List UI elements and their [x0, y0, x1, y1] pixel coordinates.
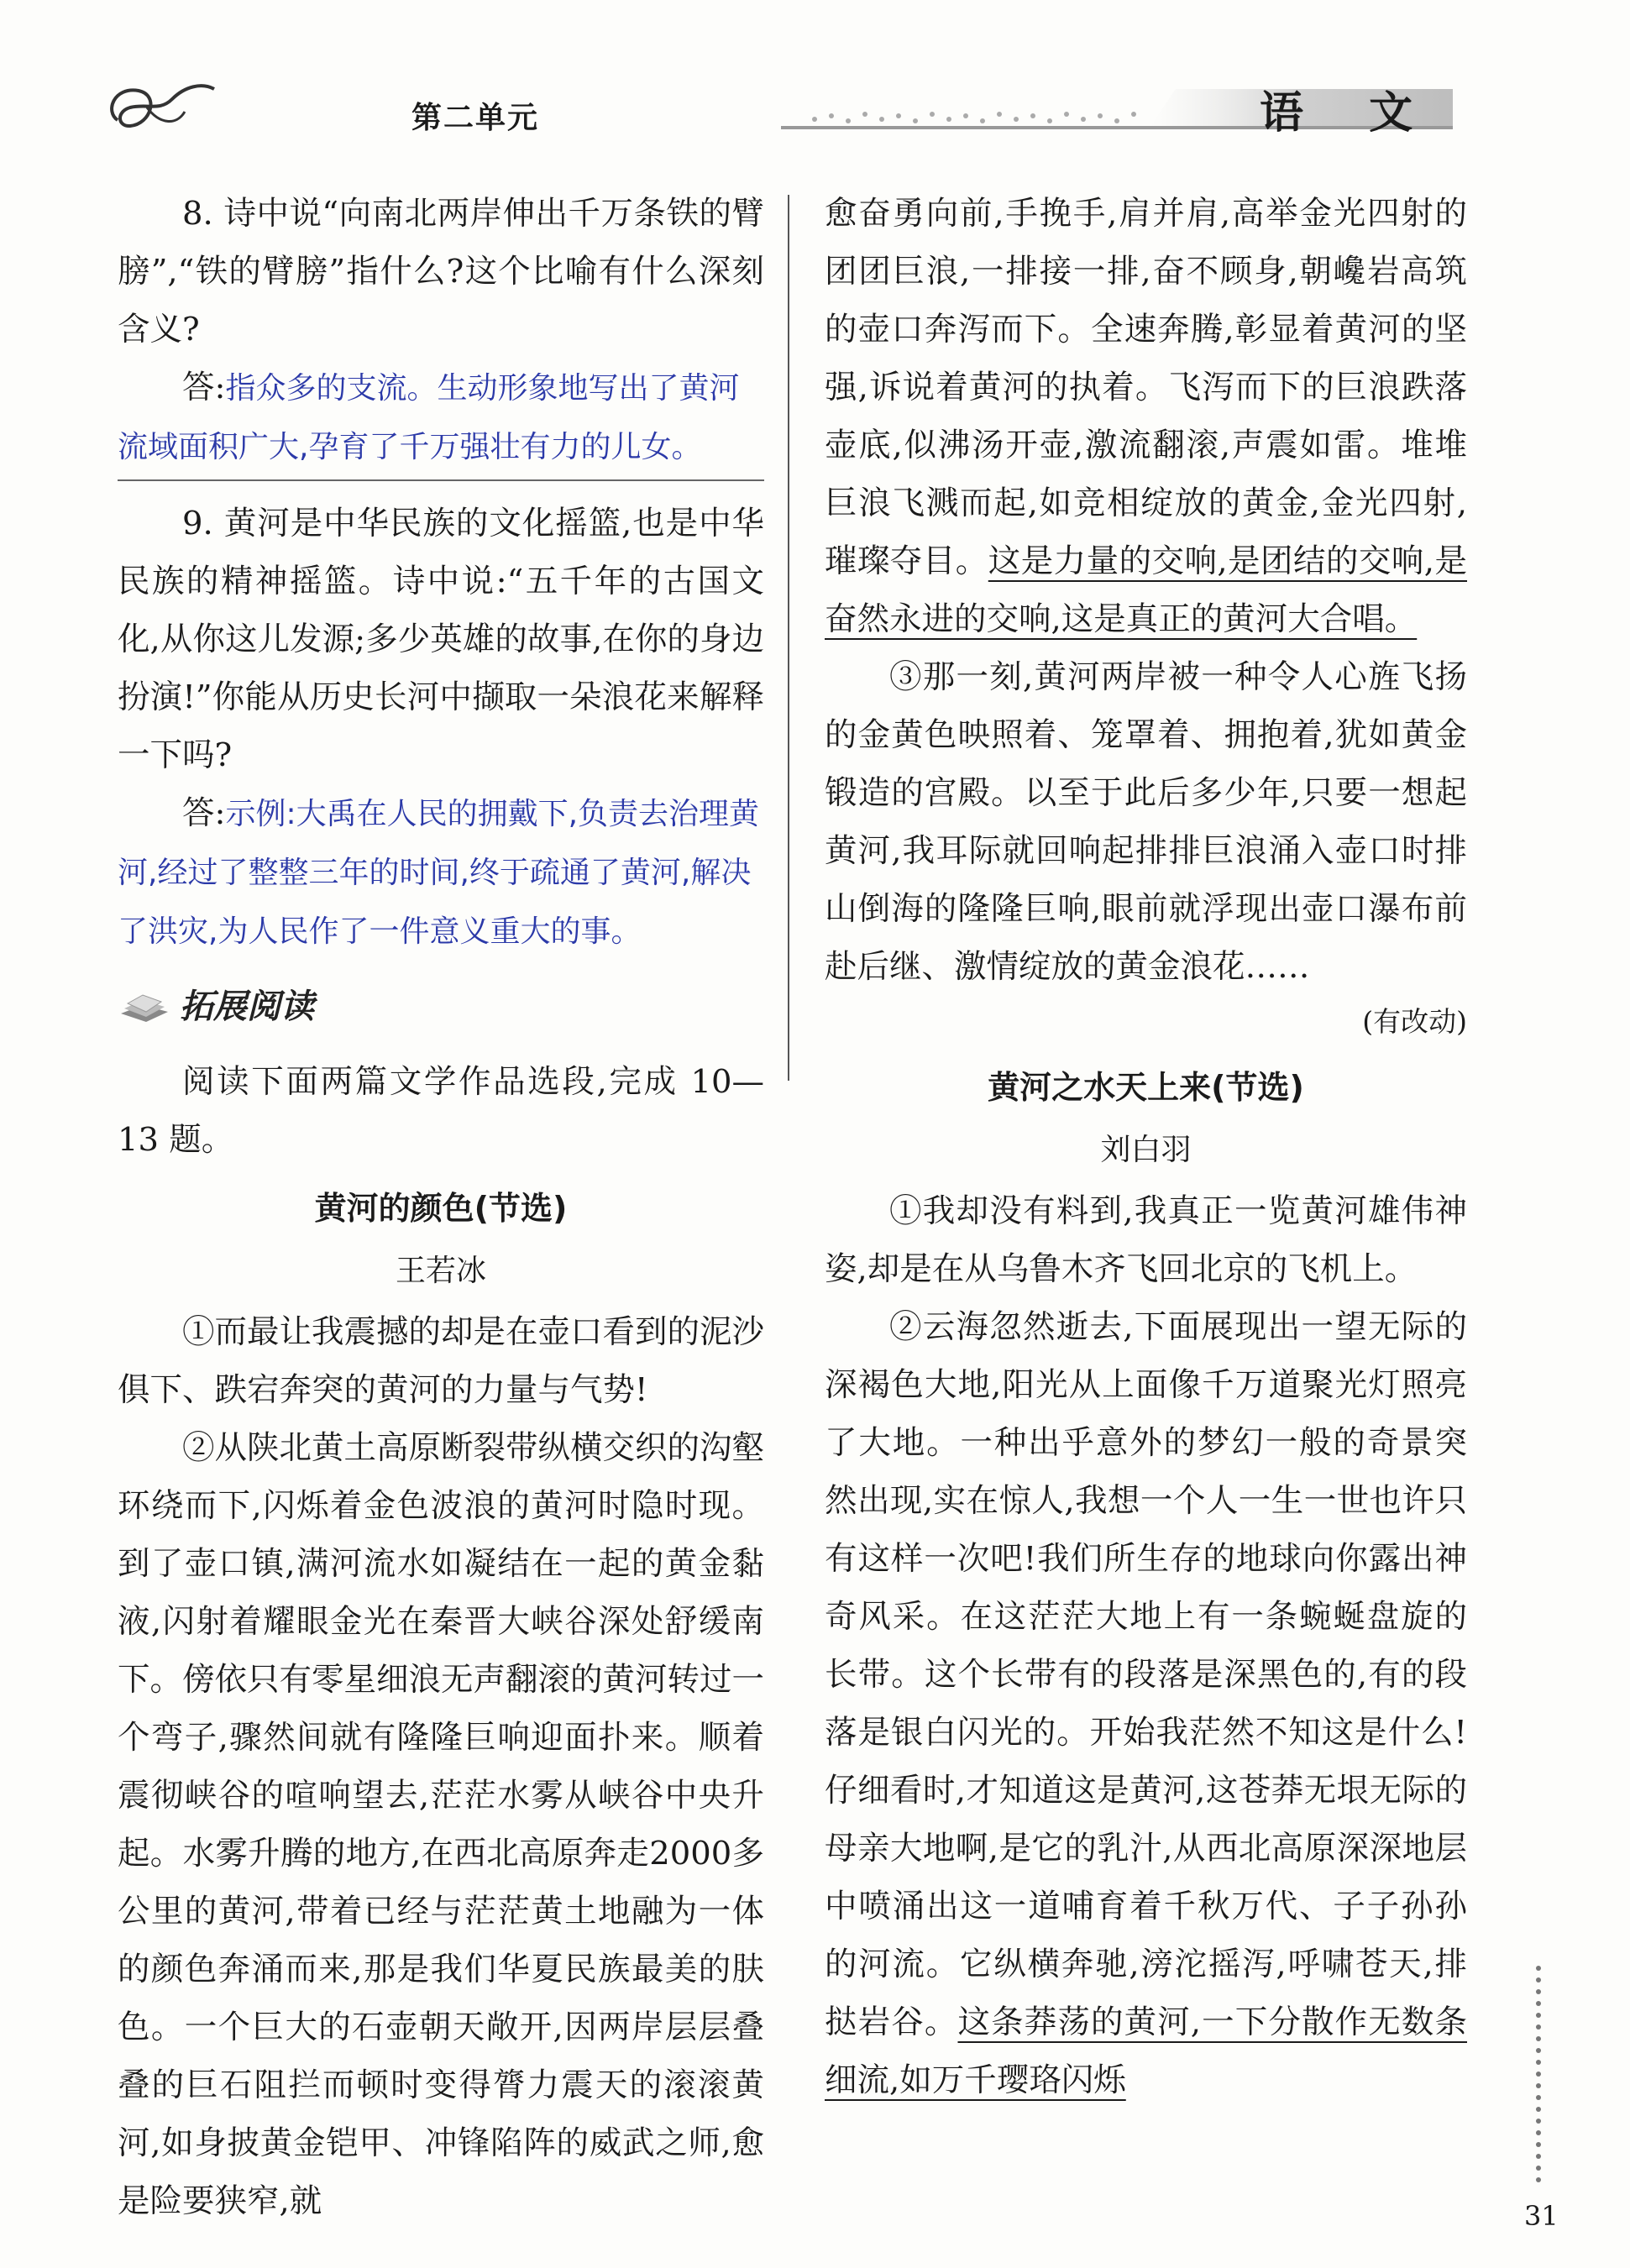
section-title: 拓展阅读 [180, 987, 314, 1026]
right-column [825, 185, 1467, 2109]
article2-para2 [825, 1298, 1467, 2109]
article1-continuation [825, 185, 1467, 648]
answer-9-text: 示例:大禹在人民的拥戴下,负责去治理黄河,经过了整整三年的时间,终于疏通了黄河,解决了洪灾,为人民作了一件意义重大的事。 [118, 797, 760, 949]
left-column [118, 185, 764, 2230]
question-9: 9. 黄河是中华民族的文化摇篮,也是中华民族的精神摇篮。诗中说:“五千年的古国文化,从你这儿发源;多少英雄的故事,在你的身边扮演!”你能从历史长河中撷取一朵浪花来解释一下吗? [118, 505, 764, 774]
answer-8-rules [118, 476, 764, 495]
subject-title: 语 文 [1260, 88, 1439, 139]
section-heading [118, 966, 764, 1041]
page-number: 31 [1524, 2200, 1559, 2232]
underlined-sentence: 这是力量的交响,是团结的交响,是奋然永进的交响,这是真正的黄河大合唱。 [825, 542, 1467, 638]
unit-title: 第二单元 [411, 101, 540, 135]
answer-9-label: 答: [182, 794, 226, 832]
article1-para1: ①而最让我震撼的却是在壶口看到的泥沙俱下、跌宕奔突的黄河的力量与气势! [118, 1313, 765, 1409]
article2-author: 刘白羽 [1100, 1133, 1192, 1167]
article1-para3: ③那一刻,黄河两岸被一种令人心旌飞扬的金黄色映照着、笼罩着、拥抱着,犹如黄金锻造的宫殿。以至于此后多少年,只要一想起黄河,我耳际就回响起排排巨浪涌入壶口时排山倒海的隆隆巨响,眼前就浮现出壶口瀑布前赴后继、激情绽放的黄金浪花…… [825, 658, 1467, 986]
article1-title: 黄河的颜色(节选) [314, 1190, 568, 1227]
source-note: (有改动) [1362, 1005, 1467, 1038]
question-8: 8. 诗中说“向南北两岸伸出千万条铁的臂膀”,“铁的臂膀”指什么?这个比喻有什么深刻含义? [118, 195, 764, 348]
book-icon [118, 980, 171, 1027]
reading-instruction: 阅读下面两篇文学作品选段,完成 10—13 题。 [118, 1063, 764, 1159]
article2-title: 黄河之水天上来(节选) [988, 1069, 1304, 1106]
underlined-phrase: 这条莽荡的黄河,一下分散作无数条细流,如万千璎珞闪烁 [825, 2003, 1467, 2099]
answer-8-label: 答: [182, 369, 226, 406]
decorative-dots [1535, 1965, 1542, 2183]
article2-para2-text: ②云海忽然逝去,下面展现出一望无际的深褐色大地,阳光从上面像千万道聚光灯照亮了大地。一种出乎意外的梦幻一般的奇景突然出现,实在惊人,我想一个人一生一世也许只有这样一次吧!我们所生存的地球向你露出神奇风采。在这茫茫大地上有一条蜿蜒盘旋的长带。这个长带有的段落是深黑色的,有的段落是银白闪光的。开始我茫然不知这是什么!仔细看时,才知道这是黄河,这苍莽无垠无际的母亲大地啊,是它的乳汁,从西北高原深深地层中喷涌出这一道哺育着千秋万代、子子孙孙的河流。它纵横奔驰,滂沱摇泻,呼啸苍天,排挞岩谷。 [825, 1308, 1467, 2041]
column-divider [788, 195, 789, 1081]
answer-rule [118, 479, 764, 481]
answer-8 [118, 359, 764, 476]
swirl-logo-icon [101, 74, 218, 141]
article2-para1: ①我却没有料到,我真正一览黄河雄伟神姿,却是在从乌鲁木齐飞回北京的飞机上。 [825, 1192, 1467, 1288]
answer-9 [118, 784, 764, 961]
article1-para2: ②从陕北黄土高原断裂带纵横交织的沟壑环绕而下,闪烁着金色波浪的黄河时隐时现。到了壶口镇,满河流水如凝结在一起的黄金黏液,闪射着耀眼金光在秦晋大峡谷深处舒缓南下。傍依只有零星细浪无声翻滚的黄河转过一个弯子,骤然间就有隆隆巨响迎面扑来。顺着震彻峡谷的喧响望去,茫茫水雾从峡谷中央升起。水雾升腾的地方,在西北高原奔走2000多公里的黄河,带着已经与茫茫黄土地融为一体的颜色奔涌而来,那是我们华夏民族最美的肤色。一个巨大的石壶朝天敞开,因两岸层层叠叠的巨石阻拦而顿时变得膂力震天的滚滚黄河,如身披黄金铠甲、冲锋陷阵的威武之师,愈是险要狭窄,就 [118, 1429, 765, 2220]
article1-author: 王若冰 [395, 1254, 486, 1288]
answer-8-text: 指众多的支流。生动形象地写出了黄河流域面积广大,孕育了千万强壮有力的儿女。 [118, 371, 740, 464]
continuation-text: 愈奋勇向前,手挽手,肩并肩,高举金光四射的团团巨浪,一排接一排,奋不顾身,朝巉岩高筑的壶口奔泻而下。全速奔腾,彰显着黄河的坚强,诉说着黄河的执着。飞泻而下的巨浪跌落壶底,似沸汤开壶,激流翻滚,声震如雷。堆堆巨浪飞溅而起,如竞相绽放的黄金,金光四射,璀璨夺目。 [825, 195, 1467, 580]
